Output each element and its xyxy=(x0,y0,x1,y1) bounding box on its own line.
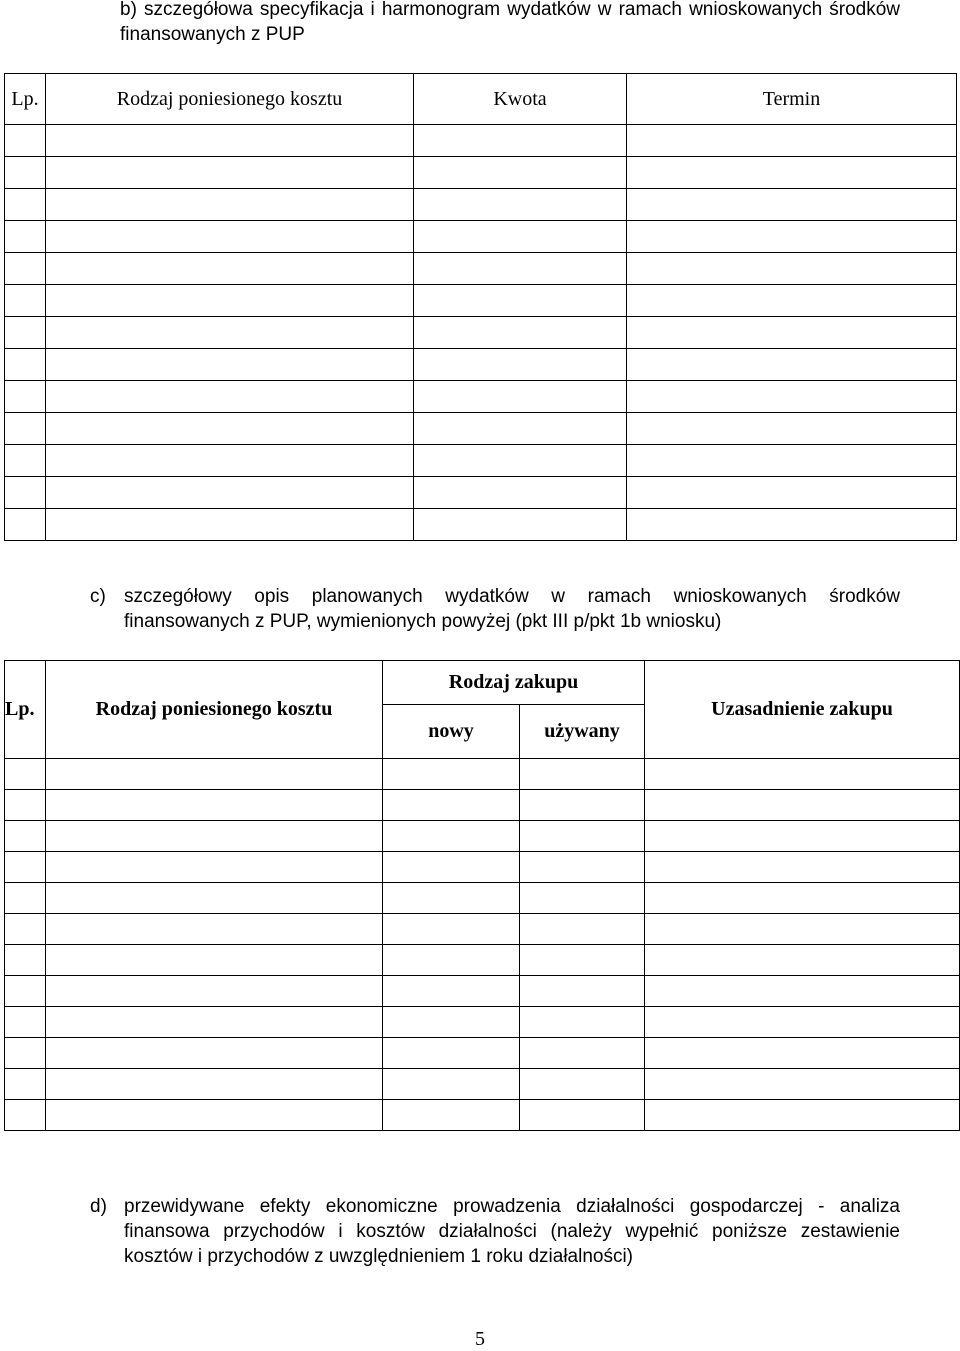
table-cell[interactable] xyxy=(520,790,645,821)
table-cell[interactable] xyxy=(46,759,383,790)
table-cell[interactable] xyxy=(520,883,645,914)
table-cell[interactable] xyxy=(520,1069,645,1100)
table-cell[interactable] xyxy=(645,821,960,852)
table-row xyxy=(5,1100,960,1131)
table-cell[interactable] xyxy=(520,821,645,852)
table-header-row xyxy=(5,661,960,705)
table-cell[interactable] xyxy=(5,914,46,945)
section-b-text: b) szczegółowa specyfikacja i harmonogram wydatków w ramach wnioskowanych środków finansowanych z PUP xyxy=(120,0,900,45)
table-cell[interactable] xyxy=(414,221,627,253)
table-cell[interactable] xyxy=(5,285,46,317)
table-row xyxy=(5,852,960,883)
table-cell[interactable] xyxy=(5,1100,46,1131)
table-cell[interactable] xyxy=(414,445,627,477)
col-new: nowy xyxy=(383,705,520,759)
table-cell[interactable] xyxy=(383,821,520,852)
table-cell[interactable] xyxy=(627,221,957,253)
table-cell[interactable] xyxy=(46,821,383,852)
table-cell[interactable] xyxy=(5,189,46,221)
table-cell[interactable] xyxy=(5,945,46,976)
table-cell[interactable] xyxy=(520,976,645,1007)
table-cell[interactable] xyxy=(46,1007,383,1038)
table-cell[interactable] xyxy=(627,349,957,381)
section-c-text: szczegółowy opis planowanych wydatków w ramach wnioskowanych środków finansowanych z PUP, wymienionych powyżej (pkt III p/pkt 1b wniosku) xyxy=(124,586,900,632)
table-row xyxy=(5,253,957,285)
table-cell[interactable] xyxy=(5,157,46,189)
table-cell[interactable] xyxy=(414,477,627,509)
table-header-row xyxy=(5,74,957,125)
table-cell[interactable] xyxy=(5,317,46,349)
table-cell[interactable] xyxy=(5,821,46,852)
table-cell[interactable] xyxy=(383,1038,520,1069)
table-cell[interactable] xyxy=(645,976,960,1007)
table-cell[interactable] xyxy=(414,125,627,157)
table-cell[interactable] xyxy=(5,1038,46,1069)
table-row xyxy=(5,221,957,253)
table-row xyxy=(5,349,957,381)
table-cell[interactable] xyxy=(5,790,46,821)
table-cell[interactable] xyxy=(46,945,383,976)
table-cell[interactable] xyxy=(46,285,414,317)
table-cell[interactable] xyxy=(46,1100,383,1131)
table-cell[interactable] xyxy=(520,914,645,945)
col-term: Termin xyxy=(627,74,957,125)
col-lp: Lp. xyxy=(5,74,46,125)
table-cell[interactable] xyxy=(645,1038,960,1069)
table-cell[interactable] xyxy=(46,317,414,349)
table-cell[interactable] xyxy=(46,1038,383,1069)
col-purchase-type: Rodzaj zakupu xyxy=(383,661,645,705)
page-number: 5 xyxy=(475,1328,485,1350)
table-row xyxy=(5,790,960,821)
table-cell[interactable] xyxy=(645,914,960,945)
table-row xyxy=(5,413,957,445)
table-cell[interactable] xyxy=(627,509,957,541)
table-cell[interactable] xyxy=(46,883,383,914)
table-cell[interactable] xyxy=(414,317,627,349)
table-row xyxy=(5,477,957,509)
table-cell[interactable] xyxy=(627,317,957,349)
table-cell[interactable] xyxy=(383,1069,520,1100)
table-cell[interactable] xyxy=(46,125,414,157)
table-cell[interactable] xyxy=(627,381,957,413)
table-cell[interactable] xyxy=(383,790,520,821)
table-cell[interactable] xyxy=(627,445,957,477)
section-d-text: przewidywane efekty ekonomiczne prowadzenia działalności gospodarczej - analiza finansowa przychodów i kosztów działalności (należy wypełnić poniższe zestawienie kosztów i przychodów z uwzględnieniem 1 roku działalności) xyxy=(124,1196,900,1267)
table-cell[interactable] xyxy=(5,759,46,790)
table-cell[interactable] xyxy=(383,976,520,1007)
table-cell[interactable] xyxy=(46,253,414,285)
table-cell[interactable] xyxy=(414,253,627,285)
table-cell[interactable] xyxy=(5,349,46,381)
table-cell[interactable] xyxy=(383,945,520,976)
table-cell[interactable] xyxy=(46,221,414,253)
table-cell[interactable] xyxy=(5,1069,46,1100)
table-row xyxy=(5,157,957,189)
section-c-label: c) xyxy=(90,586,106,607)
table-cell[interactable] xyxy=(520,1100,645,1131)
table-cell[interactable] xyxy=(645,1100,960,1131)
table-cell[interactable] xyxy=(520,759,645,790)
table-cell[interactable] xyxy=(520,1038,645,1069)
table-cell[interactable] xyxy=(46,509,414,541)
table-cell[interactable] xyxy=(645,883,960,914)
table-cell[interactable] xyxy=(46,157,414,189)
col-justification: Uzasadnienie zakupu xyxy=(645,661,960,759)
table-cell[interactable] xyxy=(414,413,627,445)
table-cell[interactable] xyxy=(5,413,46,445)
table-cell[interactable] xyxy=(627,157,957,189)
table-row xyxy=(5,1069,960,1100)
table-cell[interactable] xyxy=(627,125,957,157)
col-cost-type: Rodzaj poniesionego kosztu xyxy=(46,661,383,759)
table-cell[interactable] xyxy=(645,1069,960,1100)
table-row xyxy=(5,759,960,790)
table-cell[interactable] xyxy=(5,477,46,509)
table-cell[interactable] xyxy=(414,285,627,317)
table-row xyxy=(5,189,957,221)
table-cell[interactable] xyxy=(5,221,46,253)
table-row xyxy=(5,1007,960,1038)
table-cell[interactable] xyxy=(46,477,414,509)
table-cell[interactable] xyxy=(46,413,414,445)
table-cell[interactable] xyxy=(645,790,960,821)
table-cell[interactable] xyxy=(5,852,46,883)
table-cell[interactable] xyxy=(414,157,627,189)
table-row xyxy=(5,914,960,945)
table-cell[interactable] xyxy=(5,253,46,285)
table-cell[interactable] xyxy=(5,125,46,157)
table-cell[interactable] xyxy=(627,477,957,509)
table-cell[interactable] xyxy=(46,189,414,221)
table-cell[interactable] xyxy=(5,381,46,413)
table-cell[interactable] xyxy=(520,1007,645,1038)
table-cell[interactable] xyxy=(414,381,627,413)
table-cell[interactable] xyxy=(46,1069,383,1100)
table-cell[interactable] xyxy=(645,759,960,790)
table-cell[interactable] xyxy=(5,976,46,1007)
table-cell[interactable] xyxy=(627,413,957,445)
table-cell[interactable] xyxy=(46,349,414,381)
table-cell[interactable] xyxy=(46,445,414,477)
table-cell[interactable] xyxy=(520,852,645,883)
expense-schedule-table xyxy=(4,73,957,541)
table-cell[interactable] xyxy=(383,852,520,883)
purchase-description-table xyxy=(4,660,960,1131)
section-d-label: d) xyxy=(90,1196,107,1217)
table-cell[interactable] xyxy=(645,945,960,976)
table-cell[interactable] xyxy=(627,189,957,221)
table-cell[interactable] xyxy=(520,945,645,976)
table-row xyxy=(5,821,960,852)
col-amount: Kwota xyxy=(414,74,627,125)
table-cell[interactable] xyxy=(645,852,960,883)
table-cell[interactable] xyxy=(46,852,383,883)
table-row xyxy=(5,976,960,1007)
table-cell[interactable] xyxy=(46,914,383,945)
table-cell[interactable] xyxy=(46,976,383,1007)
col-lp: Lp. xyxy=(5,661,46,759)
col-used: używany xyxy=(520,705,645,759)
table-cell[interactable] xyxy=(5,509,46,541)
table-cell[interactable] xyxy=(414,349,627,381)
table-cell[interactable] xyxy=(383,1100,520,1131)
table-row xyxy=(5,1038,960,1069)
table-cell[interactable] xyxy=(383,1007,520,1038)
table-cell[interactable] xyxy=(627,253,957,285)
table-cell[interactable] xyxy=(46,381,414,413)
table-row xyxy=(5,509,957,541)
table-cell[interactable] xyxy=(414,509,627,541)
table-row xyxy=(5,883,960,914)
table-cell[interactable] xyxy=(5,445,46,477)
table-row xyxy=(5,381,957,413)
col-cost-type: Rodzaj poniesionego kosztu xyxy=(46,74,414,125)
table-row xyxy=(5,945,960,976)
table-cell[interactable] xyxy=(5,1007,46,1038)
table-cell[interactable] xyxy=(645,1007,960,1038)
table-cell[interactable] xyxy=(383,914,520,945)
table-cell[interactable] xyxy=(46,790,383,821)
table-row xyxy=(5,285,957,317)
table-cell[interactable] xyxy=(414,189,627,221)
table-row xyxy=(5,317,957,349)
table-cell[interactable] xyxy=(627,285,957,317)
table-cell[interactable] xyxy=(383,883,520,914)
table-cell[interactable] xyxy=(5,883,46,914)
table-row xyxy=(5,125,957,157)
table-cell[interactable] xyxy=(383,759,520,790)
table-row xyxy=(5,445,957,477)
